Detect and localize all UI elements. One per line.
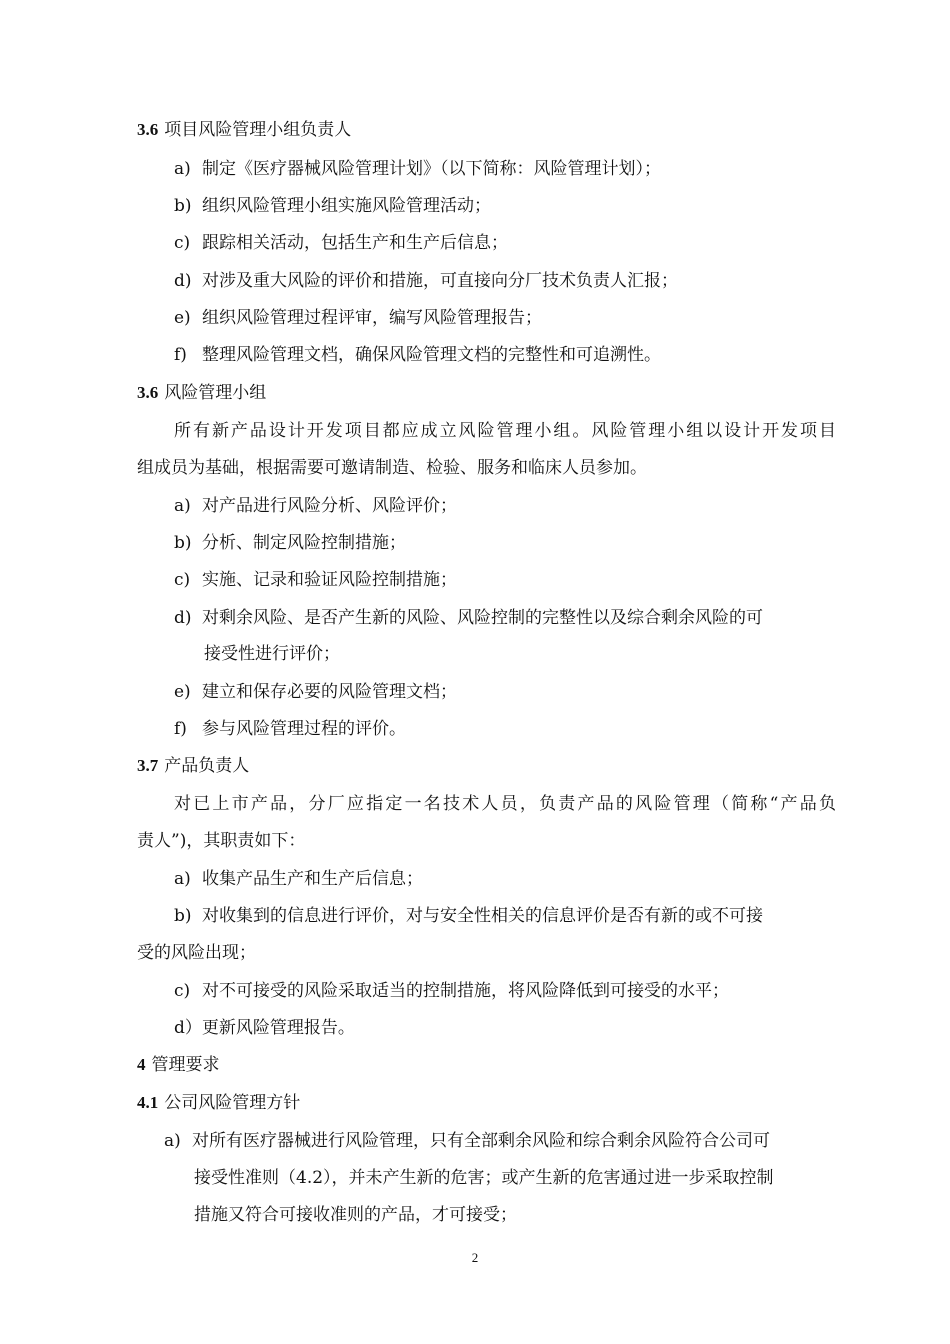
list-item-label: c) [174,233,191,253]
list-item-text: 制定《医疗器械风险管理计划》（以下简称：风险管理计划）； [202,159,661,179]
list-item-label: c) [174,981,191,1001]
list-item-continuation: 接受性进行评价； [204,644,340,664]
section-title: 产品负责人 [164,756,250,776]
section-title: 项目风险管理小组负责人 [164,120,352,140]
list-item-label: b) [174,196,192,216]
section-heading-3-7 [0,754,950,778]
section-number: 3.7 [137,756,159,775]
list-item [0,606,950,630]
list-item-text: 建立和保存必要的风险管理文档； [202,682,457,702]
list-item-label: a) [164,1131,181,1151]
paragraph-line: 对已上市产品，分厂应指定一名技术人员，负责产品的风险管理（简称“产品负 [174,794,836,814]
list-item [0,269,950,293]
list-item-label: d） [174,1018,202,1038]
list-item [0,306,950,330]
list-item-continuation: 措施又符合可接收准则的产品，才可接受； [194,1205,517,1225]
list-item-text: 分析、制定风险控制措施； [202,533,406,553]
page-number: 2 [471,1250,479,1265]
list-item [0,531,950,555]
section-number: 3.6 [137,383,159,402]
list-item-text: 组织风险管理过程评审，编写风险管理报告； [202,308,542,328]
section-heading-4 [0,1053,950,1077]
paragraph-line: 所有新产品设计开发项目都应成立风险管理小组。风险管理小组以设计开发项目 [174,421,836,441]
list-item-text: 组织风险管理小组实施风险管理活动； [202,196,491,216]
list-item [0,867,950,891]
list-item-label: a) [174,159,191,179]
list-item-label: d) [174,271,192,291]
list-item [0,680,950,704]
list-item-label: e) [174,682,191,702]
list-item [0,194,950,218]
paragraph-line: 责人”)，其职责如下： [137,831,306,851]
list-item-continuation: 受的风险出现； [137,943,256,963]
list-item-text: 对所有医疗器械进行风险管理，只有全部剩余风险和综合剩余风险符合公司可 [192,1131,770,1151]
list-item-label: c) [174,570,191,590]
section-number: 3.6 [137,120,159,139]
list-item [0,568,950,592]
list-item [0,979,950,1003]
list-item-text: 收集产品生产和生产后信息； [202,869,423,889]
list-item-label: a) [174,496,191,516]
section-heading-3-6-team [0,381,950,405]
list-item-text: 对收集到的信息进行评价，对与安全性相关的信息评价是否有新的或不可接 [202,906,763,926]
list-item-continuation: 接受性准则（4.2），并未产生新的危害；或产生新的危害通过进一步采取控制 [194,1168,774,1188]
list-item-label: e) [174,308,191,328]
list-item [0,1129,950,1153]
list-item [0,343,950,367]
list-item-text: 实施、记录和验证风险控制措施； [202,570,457,590]
list-item-text: 更新风险管理报告。 [201,1018,355,1038]
list-item [0,717,950,741]
section-heading-4-1 [0,1091,950,1115]
list-item-text: 整理风险管理文档，确保风险管理文档的完整性和可追溯性。 [202,345,661,365]
list-item-label: f) [174,719,187,739]
section-title: 管理要求 [151,1055,220,1075]
list-item-text: 参与风险管理过程的评价。 [202,719,406,739]
list-item-label: f) [174,345,187,365]
list-item [0,1016,950,1040]
list-item-label: d) [174,608,192,628]
list-item-text: 对产品进行风险分析、风险评价； [202,496,457,516]
section-number: 4.1 [137,1093,159,1112]
list-item [0,231,950,255]
section-heading-3-6-leader [0,118,950,142]
list-item-text: 跟踪相关活动，包括生产和生产后信息； [202,233,508,253]
list-item [0,904,950,928]
paragraph-line: 组成员为基础，根据需要可邀请制造、检验、服务和临床人员参加。 [137,458,647,478]
list-item-label: b) [174,906,192,926]
list-item [0,157,950,181]
section-title: 公司风险管理方针 [164,1093,301,1113]
list-item [0,494,950,518]
section-number: 4 [137,1055,146,1074]
list-item-text: 对剩余风险、是否产生新的风险、风险控制的完整性以及综合剩余风险的可 [202,608,763,628]
section-title: 风险管理小组 [164,383,267,403]
list-item-text: 对涉及重大风险的评价和措施，可直接向分厂技术负责人汇报； [202,271,678,291]
list-item-label: b) [174,533,192,553]
list-item-label: a) [174,869,191,889]
list-item-text: 对不可接受的风险采取适当的控制措施，将风险降低到可接受的水平； [202,981,729,1001]
